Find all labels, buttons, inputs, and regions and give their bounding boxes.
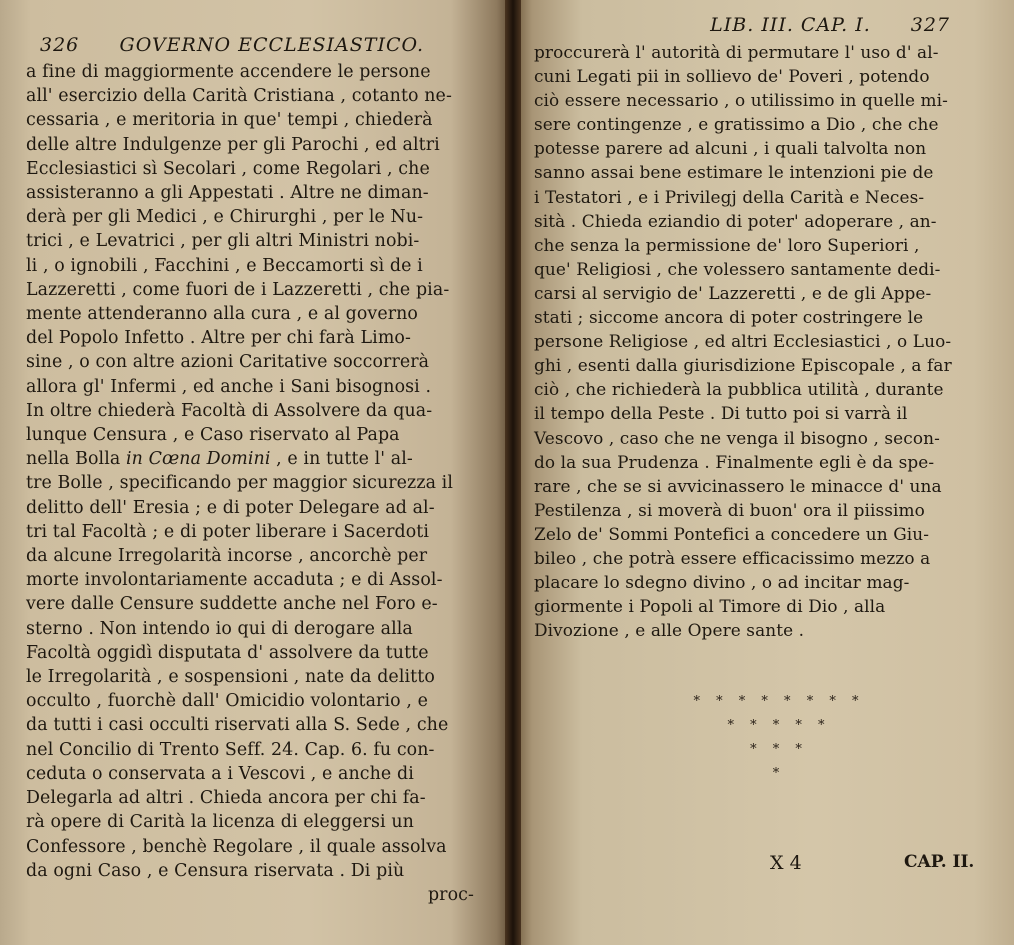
ornament-row: * * * * * * * * xyxy=(693,694,865,710)
left-text-line: morte involontariamente accaduta ; e di Assol- xyxy=(26,570,443,591)
left-text-line: vere dalle Censure suddette anche nel Foro e- xyxy=(26,594,438,615)
left-text-line: lunque Censura , e Caso riservato al Papa xyxy=(26,425,400,446)
left-text-line: mente attenderanno alla cura , e al governo xyxy=(26,304,419,325)
right-text-line: ghi , esenti dalla giurisdizione Episcopale , a far xyxy=(534,355,952,376)
left-text-line: assisteranno a gli Appestati . Altre ne diman- xyxy=(26,183,429,204)
left-text-line: sterno . Non intendo io qui di derogare alla xyxy=(26,618,413,639)
left-text-line: tri tal Facoltà ; e di poter liberare i Sacerdoti xyxy=(26,521,430,542)
right-text-line: il tempo della Peste . Di tutto poi si varrà il xyxy=(534,403,908,424)
left-text-line: allora gl' Infermi , ed anche i Sani bisognosi . xyxy=(26,376,432,397)
right-text-line: bileo , che potrà essere efficacissimo mezzo a xyxy=(534,547,931,568)
right-page xyxy=(512,0,1014,945)
page-number-right: 327 xyxy=(910,14,950,36)
left-text-line: Lazzeretti , come fuori de i Lazzeretti , che pia- xyxy=(26,279,450,300)
right-text-line: che senza la permissione de' loro Superiori , xyxy=(534,234,920,255)
catchword-left: proc- xyxy=(427,884,474,905)
left-text-line: Facoltà oggidì disputata d' assolvere da tutte xyxy=(26,642,429,663)
right-text-line: giormente i Popoli al Timore di Dio , alla xyxy=(534,596,886,617)
left-text-line: le Irregolarità , e sospensioni , nate da delitto xyxy=(26,667,435,688)
left-text-line: delitto dell' Eresia ; e di poter Delegare ad al- xyxy=(26,497,435,518)
page-number-left: 326 xyxy=(40,34,80,56)
ornament-row: * * * * * xyxy=(727,718,831,734)
right-text-line: ciò essere necessario , o utilissimo in quelle mi- xyxy=(534,90,948,111)
star-ornament xyxy=(534,690,994,786)
left-text-line: da ogni Caso , e Censura riservata . Di più xyxy=(26,860,405,881)
left-text-line: trici , e Levatrici , per gli altri Ministri nobi- xyxy=(26,231,420,252)
right-text-line: que' Religiosi , che volessero santamente dedi- xyxy=(534,258,941,279)
left-text-line: occulto , fuorchè dall' Omicidio volontario , e xyxy=(26,691,428,712)
left-text-line: derà per gli Medici , e Chirurghi , per le Nu- xyxy=(26,207,424,228)
left-text-line: da tutti i casi occulti riservati alla S. Sede , che xyxy=(26,715,449,736)
right-text-line: Divozione , e alle Opere sante . xyxy=(534,620,805,641)
left-text-line: sine , o con altre azioni Caritative soccorrerà xyxy=(26,352,430,373)
right-text-line: potesse parere ad alcuni , i quali talvolta non xyxy=(534,138,927,159)
right-text-line: sanno assai bene estimare le intenzioni pie de xyxy=(534,162,934,183)
left-text-line: del Popolo Infetto . Altre per chi farà Limo- xyxy=(26,328,411,349)
right-text-block xyxy=(534,40,994,642)
right-text-line: sere contingenze , e gratissimo a Dio , che che xyxy=(534,114,939,135)
left-text-line: Delegarla ad altri . Chieda ancora per chi fa- xyxy=(26,788,426,809)
right-text-line: i Testatori , e i Privilegj della Carità e Neces- xyxy=(534,186,925,207)
left-text-line: delle altre Indulgenze per gli Parochi , ed altri xyxy=(26,134,440,155)
right-text-line: stati ; siccome ancora di poter costringere le xyxy=(534,307,924,328)
left-text-line: rà opere di Carità la licenza di eleggersi un xyxy=(26,812,414,833)
left-text-line: Confessore , benchè Regolare , il quale assolva xyxy=(26,836,447,857)
left-text-line: ceduta o conservata a i Vescovi , e anche di xyxy=(26,763,414,784)
right-text-line: Pestilenza , si moverà di buon' ora il piissimo xyxy=(534,499,925,520)
left-text-line: li , o ignobili , Facchini , e Beccamorti sì de i xyxy=(26,255,423,276)
left-text-line: a fine di maggiormente accendere le persone xyxy=(26,62,431,82)
right-text-line: persone Religiose , ed altri Ecclesiastici , o Luo- xyxy=(534,331,952,352)
right-text-line: sità . Chieda eziandio di poter' adoperare , an- xyxy=(534,210,937,231)
left-text-line: nel Concilio di Trento Seff. 24. Cap. 6. fu con- xyxy=(26,739,435,760)
right-text-line: placare lo sdegno divino , o ad incitar mag- xyxy=(534,572,910,593)
signature-mark: X 4 xyxy=(770,852,802,874)
ornament-row: * * * xyxy=(750,742,808,758)
book-gutter xyxy=(505,0,521,945)
left-text-line: Ecclesiastici sì Secolari , come Regolari , che xyxy=(26,158,430,179)
left-text-line: In oltre chiederà Facoltà di Assolvere da qua- xyxy=(26,400,433,421)
right-text-line: ciò , che richiederà la pubblica utilità , durante xyxy=(534,379,944,400)
left-text-line: cessaria , e meritoria in que' tempi , chiederà xyxy=(26,110,433,131)
ornament-row: * xyxy=(772,766,786,782)
right-text-line: cuni Legati pii in sollievo de' Poveri , potendo xyxy=(534,66,930,87)
left-text-line: nella Bolla in Cœna Domini , e in tutte l' al- xyxy=(26,449,413,470)
running-head-title-right: LIB. III. CAP. I. xyxy=(710,14,871,36)
running-head-title-left: GOVERNO ECCLESIASTICO. xyxy=(119,34,424,56)
left-text-line: da alcune Irregolarità incorse , ancorchè per xyxy=(26,546,428,567)
left-text-block xyxy=(26,60,504,883)
running-head-left xyxy=(26,34,504,60)
right-text-line: do la sua Prudenza . Finalmente egli è da spe- xyxy=(534,451,935,472)
left-text-line: tre Bolle , specificando per maggior sicurezza il xyxy=(26,473,453,494)
right-text-line: proccurerà l' autorità di permutare l' uso d' al- xyxy=(534,42,939,62)
right-text-line: rare , che se si avvicinassero le minacce d' una xyxy=(534,475,942,496)
running-head-right xyxy=(534,14,994,40)
right-text-line: Vescovo , caso che ne venga il bisogno , secon- xyxy=(534,427,940,448)
catchword-right: CAP. II. xyxy=(904,852,975,872)
right-text-line: Zelo de' Sommi Pontefici a concedere un Giu- xyxy=(534,523,930,544)
left-text-line: all' esercizio della Carità Cristiana , cotanto ne- xyxy=(26,86,452,107)
right-text-line: carsi al servigio de' Lazzeretti , e de gli Appe- xyxy=(534,282,932,303)
